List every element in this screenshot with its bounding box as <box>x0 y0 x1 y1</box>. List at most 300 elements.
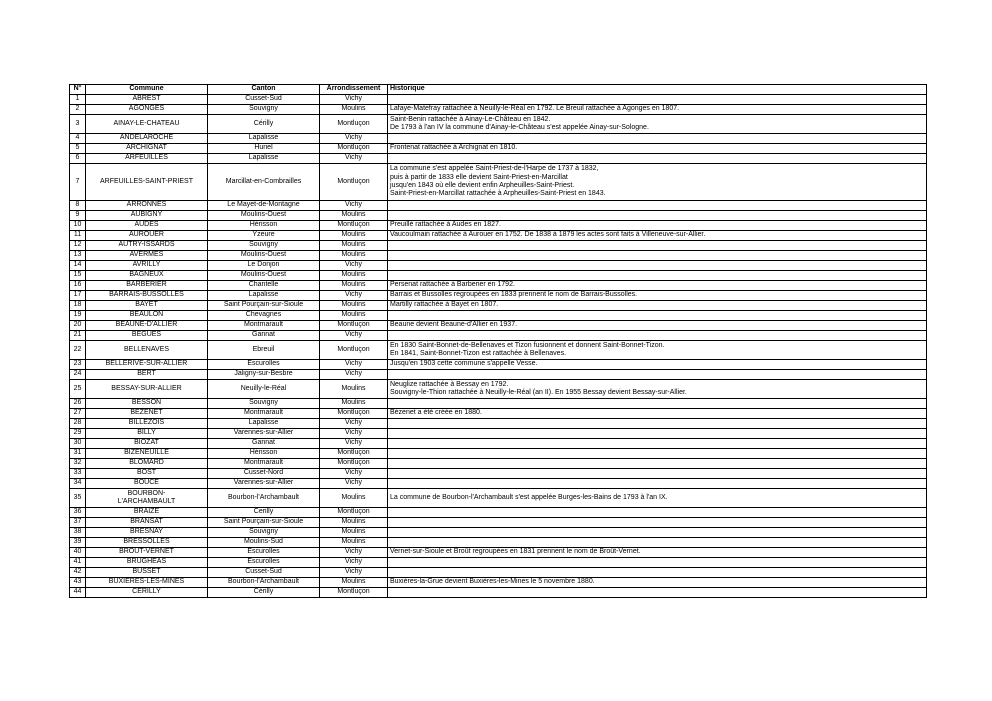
cell-number[interactable]: 32 <box>70 459 86 469</box>
cell-historique[interactable] <box>388 370 927 380</box>
cell-commune[interactable] <box>86 201 208 211</box>
cell-commune[interactable] <box>86 341 208 360</box>
cell-number[interactable]: 13 <box>70 251 86 261</box>
cell-canton-line: Souvigny <box>249 528 278 536</box>
cell-commune[interactable] <box>86 321 208 331</box>
cell-canton[interactable] <box>208 419 320 429</box>
cell-arrondissement[interactable]: Montluçon <box>320 115 388 134</box>
cell-historique-line: En 1841, Saint-Bonnet-Tizon est rattachée à Bellenaves. <box>390 350 567 357</box>
cell-number[interactable]: 2 <box>70 105 86 115</box>
cell-number[interactable]: 10 <box>70 221 86 231</box>
cell-number[interactable]: 21 <box>70 331 86 341</box>
table-row <box>70 201 927 211</box>
cell-commune[interactable] <box>86 211 208 221</box>
cell-historique-line: Lafaye-Matefray rattachée à Neuilly-le-Réal en 1792. Le Breuil rattachée à Agonges en 1807. <box>390 105 680 113</box>
cell-number[interactable]: 39 <box>70 538 86 548</box>
cell-commune[interactable] <box>86 261 208 271</box>
cell-canton[interactable] <box>208 291 320 301</box>
header-number[interactable]: N° <box>70 85 86 95</box>
cell-canton[interactable] <box>208 429 320 439</box>
cell-arrondissement[interactable]: Moulins <box>320 241 388 251</box>
header-arrondissement[interactable]: Arrondissement <box>320 85 388 95</box>
cell-number[interactable]: 5 <box>70 144 86 154</box>
cell-number[interactable]: 34 <box>70 479 86 489</box>
table-row <box>70 370 927 380</box>
cell-number[interactable]: 38 <box>70 528 86 538</box>
cell-arrondissement[interactable]: Moulins <box>320 251 388 261</box>
cell-commune[interactable] <box>86 558 208 568</box>
cell-canton[interactable] <box>208 548 320 558</box>
cell-number[interactable]: 15 <box>70 271 86 281</box>
cell-commune-line: AINAY-LE-CHATEAU <box>113 119 180 127</box>
cell-arrondissement[interactable]: Vichy <box>320 439 388 449</box>
cell-number[interactable]: 12 <box>70 241 86 251</box>
table-row <box>70 341 927 360</box>
cell-canton-line: Hérisson <box>249 449 278 457</box>
cell-number[interactable]: 27 <box>70 409 86 419</box>
cell-historique[interactable] <box>388 449 927 459</box>
cell-arrondissement[interactable]: Vichy <box>320 95 388 105</box>
cell-number[interactable]: 11 <box>70 231 86 241</box>
cell-commune[interactable] <box>86 419 208 429</box>
cell-arrondissement[interactable]: Montluçon <box>320 164 388 201</box>
cell-commune[interactable] <box>86 360 208 370</box>
cell-historique[interactable] <box>388 201 927 211</box>
cell-historique[interactable] <box>388 95 927 105</box>
cell-arrondissement[interactable]: Moulins <box>320 231 388 241</box>
cell-canton[interactable] <box>208 399 320 409</box>
cell-historique[interactable] <box>388 578 927 588</box>
cell-canton-line: Neuilly-le-Réal <box>240 384 287 392</box>
cell-arrondissement[interactable]: Vichy <box>320 469 388 479</box>
cell-commune[interactable] <box>86 105 208 115</box>
cell-historique[interactable] <box>388 281 927 291</box>
cell-commune[interactable] <box>86 134 208 144</box>
table-row <box>70 281 927 291</box>
table-row <box>70 251 927 261</box>
cell-historique[interactable] <box>388 221 927 231</box>
cell-arrondissement[interactable]: Moulins <box>320 211 388 221</box>
cell-number[interactable]: 6 <box>70 154 86 164</box>
cell-arrondissement[interactable]: Vichy <box>320 370 388 380</box>
cell-historique[interactable] <box>388 341 927 360</box>
table-row <box>70 271 927 281</box>
cell-number[interactable]: 23 <box>70 360 86 370</box>
cell-arrondissement[interactable]: Vichy <box>320 548 388 558</box>
table-row <box>70 439 927 449</box>
cell-number[interactable]: 7 <box>70 164 86 201</box>
cell-commune[interactable] <box>86 380 208 399</box>
cell-arrondissement[interactable]: Montluçon <box>320 144 388 154</box>
cell-historique-line: Persenat rattachée à Barberier en 1792. <box>390 281 515 289</box>
cell-historique[interactable] <box>388 164 927 201</box>
cell-commune[interactable] <box>86 528 208 538</box>
cell-arrondissement[interactable]: Vichy <box>320 479 388 489</box>
cell-canton[interactable] <box>208 154 320 164</box>
table-row <box>70 419 927 429</box>
cell-historique[interactable] <box>388 331 927 341</box>
cell-historique[interactable] <box>388 588 927 598</box>
cell-canton[interactable] <box>208 409 320 419</box>
cell-canton[interactable] <box>208 360 320 370</box>
cell-canton[interactable] <box>208 311 320 321</box>
cell-commune[interactable] <box>86 154 208 164</box>
cell-arrondissement[interactable]: Montluçon <box>320 508 388 518</box>
cell-commune[interactable] <box>86 588 208 598</box>
cell-commune[interactable] <box>86 399 208 409</box>
cell-canton[interactable] <box>208 105 320 115</box>
cell-commune-line: BUSSET <box>132 568 161 576</box>
cell-canton[interactable] <box>208 301 320 311</box>
cell-commune-line: BIZENEUILLE <box>124 449 169 457</box>
cell-commune[interactable] <box>86 115 208 134</box>
cell-canton[interactable] <box>208 479 320 489</box>
cell-number[interactable]: 18 <box>70 301 86 311</box>
cell-canton[interactable] <box>208 528 320 538</box>
cell-canton[interactable] <box>208 568 320 578</box>
cell-commune-line: BAGNEUX <box>129 271 164 279</box>
cell-commune[interactable] <box>86 291 208 301</box>
cell-canton[interactable] <box>208 144 320 154</box>
cell-historique[interactable] <box>388 528 927 538</box>
cell-commune-line: BRESNAY <box>130 528 163 536</box>
cell-historique-line: Jusqu'en 1903 cette commune s'appelle Vesse. <box>390 360 538 368</box>
cell-commune[interactable] <box>86 508 208 518</box>
cell-number[interactable]: 9 <box>70 211 86 221</box>
cell-number[interactable]: 42 <box>70 568 86 578</box>
cell-arrondissement[interactable]: Vichy <box>320 201 388 211</box>
cell-commune-line: BOUCE <box>134 479 159 487</box>
cell-number[interactable]: 19 <box>70 311 86 321</box>
cell-number[interactable]: 41 <box>70 558 86 568</box>
cell-canton[interactable] <box>208 115 320 134</box>
cell-historique[interactable] <box>388 489 927 508</box>
cell-canton-line: Escurolles <box>247 558 280 566</box>
cell-arrondissement[interactable]: Moulins <box>320 281 388 291</box>
cell-commune[interactable] <box>86 479 208 489</box>
cell-arrondissement[interactable]: Moulins <box>320 311 388 321</box>
cell-commune-line: AUDES <box>134 221 159 229</box>
cell-commune[interactable] <box>86 459 208 469</box>
header-canton[interactable]: Canton <box>208 85 320 95</box>
cell-canton-line: Moulins-Ouest <box>240 271 287 279</box>
cell-historique[interactable] <box>388 321 927 331</box>
cell-commune-line: AVERMES <box>129 251 164 259</box>
cell-commune-line: BUXIERES-LES-MINES <box>108 578 185 586</box>
cell-historique-line: La commune de Bourbon-l'Archambault s'est appelée Burges-les-Bains de 1793 à l'an IX. <box>390 493 668 501</box>
cell-canton[interactable] <box>208 449 320 459</box>
header-historique[interactable]: Historique <box>388 85 927 95</box>
cell-commune-line: BRUGHEAS <box>126 558 167 566</box>
cell-arrondissement[interactable]: Vichy <box>320 558 388 568</box>
cell-commune[interactable] <box>86 568 208 578</box>
cell-historique[interactable] <box>388 399 927 409</box>
cell-historique[interactable] <box>388 380 927 399</box>
cell-number[interactable]: 3 <box>70 115 86 134</box>
cell-historique[interactable] <box>388 538 927 548</box>
cell-canton[interactable] <box>208 271 320 281</box>
cell-historique[interactable] <box>388 568 927 578</box>
table-row <box>70 301 927 311</box>
table-row <box>70 399 927 409</box>
cell-commune-line: BILLY <box>137 429 156 437</box>
cell-historique[interactable] <box>388 105 927 115</box>
cell-canton-line: Lapalisse <box>248 291 279 299</box>
cell-number[interactable]: 40 <box>70 548 86 558</box>
cell-arrondissement[interactable]: Vichy <box>320 360 388 370</box>
cell-historique[interactable] <box>388 518 927 528</box>
cell-canton[interactable] <box>208 231 320 241</box>
cell-historique[interactable] <box>388 231 927 241</box>
cell-commune[interactable] <box>86 241 208 251</box>
cell-historique[interactable] <box>388 409 927 419</box>
cell-arrondissement[interactable]: Moulins <box>320 528 388 538</box>
cell-canton[interactable] <box>208 211 320 221</box>
cell-historique-line: Saint-Benin rattachée à Ainay-Le-Château en 1842. <box>390 115 551 123</box>
cell-commune[interactable] <box>86 449 208 459</box>
cell-historique[interactable] <box>388 241 927 251</box>
cell-historique[interactable] <box>388 144 927 154</box>
table-row <box>70 134 927 144</box>
cell-number[interactable]: 20 <box>70 321 86 331</box>
cell-canton[interactable] <box>208 439 320 449</box>
cell-arrondissement[interactable]: Moulins <box>320 538 388 548</box>
cell-number[interactable]: 33 <box>70 469 86 479</box>
cell-commune-line: BOURBON- <box>127 489 166 497</box>
cell-number[interactable]: 4 <box>70 134 86 144</box>
cell-commune-line: ARFEUILLES-SAINT-PRIEST <box>100 177 193 185</box>
cell-arrondissement[interactable]: Moulins <box>320 105 388 115</box>
cell-historique[interactable] <box>388 154 927 164</box>
cell-historique[interactable] <box>388 360 927 370</box>
cell-canton[interactable] <box>208 221 320 231</box>
cell-commune-line: AGONGES <box>128 105 165 113</box>
cell-canton-line: Chevagnes <box>245 311 282 319</box>
table-row <box>70 489 927 508</box>
cell-historique[interactable] <box>388 558 927 568</box>
cell-arrondissement[interactable]: Montluçon <box>320 449 388 459</box>
cell-arrondissement[interactable]: Montluçon <box>320 321 388 331</box>
cell-commune[interactable] <box>86 439 208 449</box>
cell-canton[interactable] <box>208 261 320 271</box>
table-row <box>70 558 927 568</box>
cell-commune[interactable] <box>86 311 208 321</box>
cell-canton[interactable] <box>208 538 320 548</box>
cell-arrondissement[interactable]: Montluçon <box>320 409 388 419</box>
cell-number[interactable]: 22 <box>70 341 86 360</box>
cell-canton-line: Escurolles <box>247 548 280 556</box>
cell-canton[interactable] <box>208 518 320 528</box>
cell-number[interactable]: 1 <box>70 95 86 105</box>
cell-canton-line: Moulins-Sud <box>244 538 283 546</box>
cell-arrondissement[interactable]: Montluçon <box>320 588 388 598</box>
cell-canton[interactable] <box>208 489 320 508</box>
cell-canton[interactable] <box>208 588 320 598</box>
cell-canton-line: Ebreuil <box>252 345 275 353</box>
cell-number[interactable]: 29 <box>70 429 86 439</box>
cell-number[interactable]: 17 <box>70 291 86 301</box>
cell-historique-line: Souvigny-le-Thion rattachée à Neuilly-le-Réal (an II). En 1955 Bessay devient Bessay-sur-Allier. <box>390 389 687 396</box>
cell-canton[interactable] <box>208 241 320 251</box>
cell-arrondissement[interactable]: Vichy <box>320 568 388 578</box>
cell-commune[interactable] <box>86 164 208 201</box>
cell-canton[interactable] <box>208 164 320 201</box>
cell-historique-line: Bézenet a été créée en 1880. <box>390 409 482 417</box>
cell-number[interactable]: 37 <box>70 518 86 528</box>
table-row <box>70 221 927 231</box>
cell-historique[interactable] <box>388 419 927 429</box>
cell-commune-line: BEZENET <box>130 409 163 417</box>
cell-historique[interactable] <box>388 261 927 271</box>
cell-commune[interactable] <box>86 518 208 528</box>
cell-commune[interactable] <box>86 370 208 380</box>
cell-number[interactable]: 31 <box>70 449 86 459</box>
cell-commune[interactable] <box>86 489 208 508</box>
cell-canton[interactable] <box>208 459 320 469</box>
cell-arrondissement[interactable]: Montluçon <box>320 459 388 469</box>
cell-number[interactable]: 8 <box>70 201 86 211</box>
cell-canton-line: Saint Pourçain-sur-Sioule <box>223 518 304 526</box>
communes-table <box>69 84 927 598</box>
cell-commune-line: BEGUES <box>131 331 162 339</box>
cell-commune[interactable] <box>86 221 208 231</box>
cell-canton[interactable] <box>208 341 320 360</box>
cell-historique[interactable] <box>388 115 927 134</box>
cell-canton[interactable] <box>208 578 320 588</box>
cell-canton[interactable] <box>208 508 320 518</box>
cell-canton-line: Lapalisse <box>248 134 279 142</box>
table-row <box>70 588 927 598</box>
table-row <box>70 105 927 115</box>
cell-historique[interactable] <box>388 429 927 439</box>
cell-arrondissement[interactable]: Moulins <box>320 380 388 399</box>
cell-number[interactable]: 43 <box>70 578 86 588</box>
cell-commune[interactable] <box>86 281 208 291</box>
cell-arrondissement[interactable]: Vichy <box>320 429 388 439</box>
cell-arrondissement[interactable]: Moulins <box>320 518 388 528</box>
cell-historique[interactable] <box>388 271 927 281</box>
cell-commune[interactable] <box>86 538 208 548</box>
cell-historique[interactable] <box>388 291 927 301</box>
cell-commune[interactable] <box>86 409 208 419</box>
cell-canton[interactable] <box>208 95 320 105</box>
cell-canton[interactable] <box>208 201 320 211</box>
cell-arrondissement[interactable]: Moulins <box>320 399 388 409</box>
cell-commune-line: BRANSAT <box>130 518 163 526</box>
cell-number[interactable]: 26 <box>70 399 86 409</box>
cell-arrondissement[interactable]: Moulins <box>320 301 388 311</box>
cell-arrondissement[interactable]: Moulins <box>320 578 388 588</box>
cell-canton[interactable] <box>208 321 320 331</box>
cell-commune[interactable] <box>86 301 208 311</box>
cell-canton[interactable] <box>208 331 320 341</box>
cell-canton[interactable] <box>208 281 320 291</box>
cell-historique[interactable] <box>388 479 927 489</box>
cell-arrondissement[interactable]: Vichy <box>320 419 388 429</box>
cell-canton-line: Varennes-sur-Allier <box>233 429 294 437</box>
cell-canton-line: Cusset-Sud <box>245 95 282 103</box>
cell-canton-line: Escurolles <box>247 360 280 368</box>
cell-arrondissement[interactable]: Vichy <box>320 261 388 271</box>
cell-historique[interactable] <box>388 548 927 558</box>
cell-canton[interactable] <box>208 134 320 144</box>
cell-commune[interactable] <box>86 429 208 439</box>
cell-commune-line: BEAUNE-D'ALLIER <box>115 321 178 329</box>
cell-commune[interactable] <box>86 548 208 558</box>
cell-commune-line: L'ARCHAMBAULT <box>117 498 176 505</box>
cell-canton[interactable] <box>208 558 320 568</box>
cell-number[interactable]: 36 <box>70 508 86 518</box>
cell-historique-line: Neuglize rattachée à Bessay en 1792. <box>390 380 509 388</box>
cell-commune[interactable] <box>86 578 208 588</box>
cell-number[interactable]: 16 <box>70 281 86 291</box>
cell-number[interactable]: 25 <box>70 380 86 399</box>
table-row <box>70 164 927 201</box>
cell-canton[interactable] <box>208 380 320 399</box>
cell-commune-line: BARBERIER <box>126 281 167 289</box>
cell-arrondissement[interactable]: Moulins <box>320 271 388 281</box>
cell-historique[interactable] <box>388 469 927 479</box>
header-commune[interactable]: Commune <box>86 85 208 95</box>
cell-historique[interactable] <box>388 211 927 221</box>
cell-commune[interactable] <box>86 271 208 281</box>
table-row <box>70 95 927 105</box>
cell-arrondissement[interactable]: Moulins <box>320 489 388 508</box>
cell-number[interactable]: 30 <box>70 439 86 449</box>
cell-commune[interactable] <box>86 331 208 341</box>
cell-number[interactable]: 28 <box>70 419 86 429</box>
cell-historique[interactable] <box>388 311 927 321</box>
table-row <box>70 449 927 459</box>
cell-commune-line: BELLERIVE-SUR-ALLIER <box>105 360 188 368</box>
cell-arrondissement[interactable]: Vichy <box>320 331 388 341</box>
cell-canton-line: Souvigny <box>249 241 278 249</box>
cell-historique[interactable] <box>388 251 927 261</box>
cell-historique[interactable] <box>388 134 927 144</box>
cell-canton[interactable] <box>208 370 320 380</box>
cell-number[interactable]: 14 <box>70 261 86 271</box>
cell-canton-line: Marcillat-en-Combrailles <box>225 177 302 185</box>
table-row <box>70 261 927 271</box>
cell-canton[interactable] <box>208 251 320 261</box>
cell-canton-line: Yzeure <box>252 231 275 239</box>
cell-number[interactable]: 35 <box>70 489 86 508</box>
cell-canton[interactable] <box>208 469 320 479</box>
cell-commune[interactable] <box>86 95 208 105</box>
cell-historique-line: jusqu'en 1843 où elle devient enfin Arpheuilles-Saint-Priest. <box>390 182 575 189</box>
table-row <box>70 538 927 548</box>
cell-commune[interactable] <box>86 231 208 241</box>
cell-arrondissement[interactable]: Vichy <box>320 291 388 301</box>
cell-historique[interactable] <box>388 459 927 469</box>
cell-arrondissement[interactable]: Vichy <box>320 154 388 164</box>
table-row <box>70 144 927 154</box>
cell-historique[interactable] <box>388 508 927 518</box>
cell-canton-line: Moulins-Ouest <box>240 211 287 219</box>
cell-commune[interactable] <box>86 251 208 261</box>
cell-commune-line: BERT <box>137 370 156 378</box>
cell-commune[interactable] <box>86 144 208 154</box>
cell-canton-line: Jaligny-sur-Besbre <box>234 370 293 378</box>
cell-arrondissement[interactable]: Vichy <box>320 134 388 144</box>
cell-historique[interactable] <box>388 301 927 311</box>
cell-arrondissement[interactable]: Montluçon <box>320 341 388 360</box>
cell-number[interactable]: 44 <box>70 588 86 598</box>
cell-historique[interactable] <box>388 439 927 449</box>
cell-number[interactable]: 24 <box>70 370 86 380</box>
cell-commune[interactable] <box>86 469 208 479</box>
cell-arrondissement[interactable]: Montluçon <box>320 221 388 231</box>
